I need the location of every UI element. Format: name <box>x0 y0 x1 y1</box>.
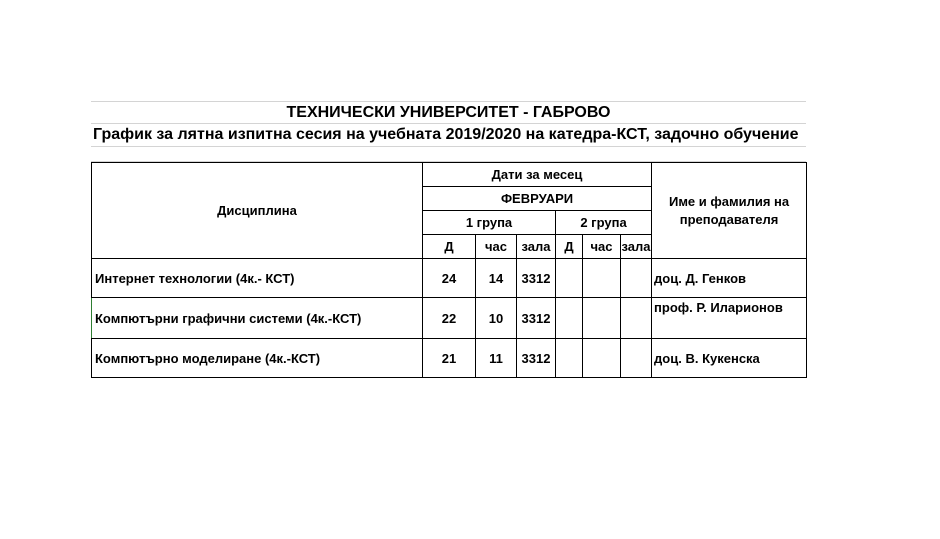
discipline-cell: Компютърни графични системи (4к.-КСТ) <box>92 298 423 339</box>
discipline-cell: Компютърно моделиране (4к.-КСТ) <box>92 339 423 378</box>
g2-room-cell <box>621 259 652 298</box>
g2-hour-cell <box>583 259 621 298</box>
header-group-2: 2 група <box>556 211 652 235</box>
g1-hour-cell: 11 <box>476 339 517 378</box>
g1-day-cell: 22 <box>423 298 476 339</box>
header-g2-room: зала <box>621 235 652 259</box>
g1-room-cell: 3312 <box>517 298 556 339</box>
g1-hour-cell: 10 <box>476 298 517 339</box>
exam-schedule-sheet <box>91 101 806 378</box>
header-group-1: 1 група <box>423 211 556 235</box>
g2-day-cell <box>556 259 583 298</box>
g1-day-cell: 24 <box>423 259 476 298</box>
discipline-cell: Интернет технологии (4к.- КСТ) <box>92 259 423 298</box>
g1-day-cell: 21 <box>423 339 476 378</box>
header-teacher: Име и фамилия на преподавателя <box>652 163 807 259</box>
header-discipline: Дисциплина <box>92 163 423 259</box>
g1-room-cell: 3312 <box>517 339 556 378</box>
header-g1-room: зала <box>517 235 556 259</box>
g2-room-cell <box>621 339 652 378</box>
header-month: ФЕВРУАРИ <box>423 187 652 211</box>
teacher-cell: доц. В. Кукенска <box>652 339 807 378</box>
blank-row <box>91 147 806 162</box>
table-row <box>92 259 807 298</box>
header-dates: Дати за месец <box>423 163 652 187</box>
g1-hour-cell: 14 <box>476 259 517 298</box>
university-title: ТЕХНИЧЕСКИ УНИВЕРСИТЕТ - ГАБРОВО <box>91 101 806 124</box>
header-g2-hour: час <box>583 235 621 259</box>
g2-day-cell <box>556 298 583 339</box>
header-g1-hour: час <box>476 235 517 259</box>
schedule-subtitle: График за лятна изпитна сесия на учебната 2019/2020 на катедра-КСТ, задочно обучение <box>91 124 806 147</box>
table-row <box>92 339 807 378</box>
header-g2-day: Д <box>556 235 583 259</box>
header-g1-day: Д <box>423 235 476 259</box>
g2-hour-cell <box>583 298 621 339</box>
g1-room-cell: 3312 <box>517 259 556 298</box>
g2-day-cell <box>556 339 583 378</box>
g2-room-cell <box>621 298 652 339</box>
g2-hour-cell <box>583 339 621 378</box>
teacher-cell: доц. Д. Генков <box>652 259 807 298</box>
teacher-cell: проф. Р. Иларионов <box>652 298 807 339</box>
schedule-table <box>91 162 807 378</box>
table-row <box>92 298 807 339</box>
